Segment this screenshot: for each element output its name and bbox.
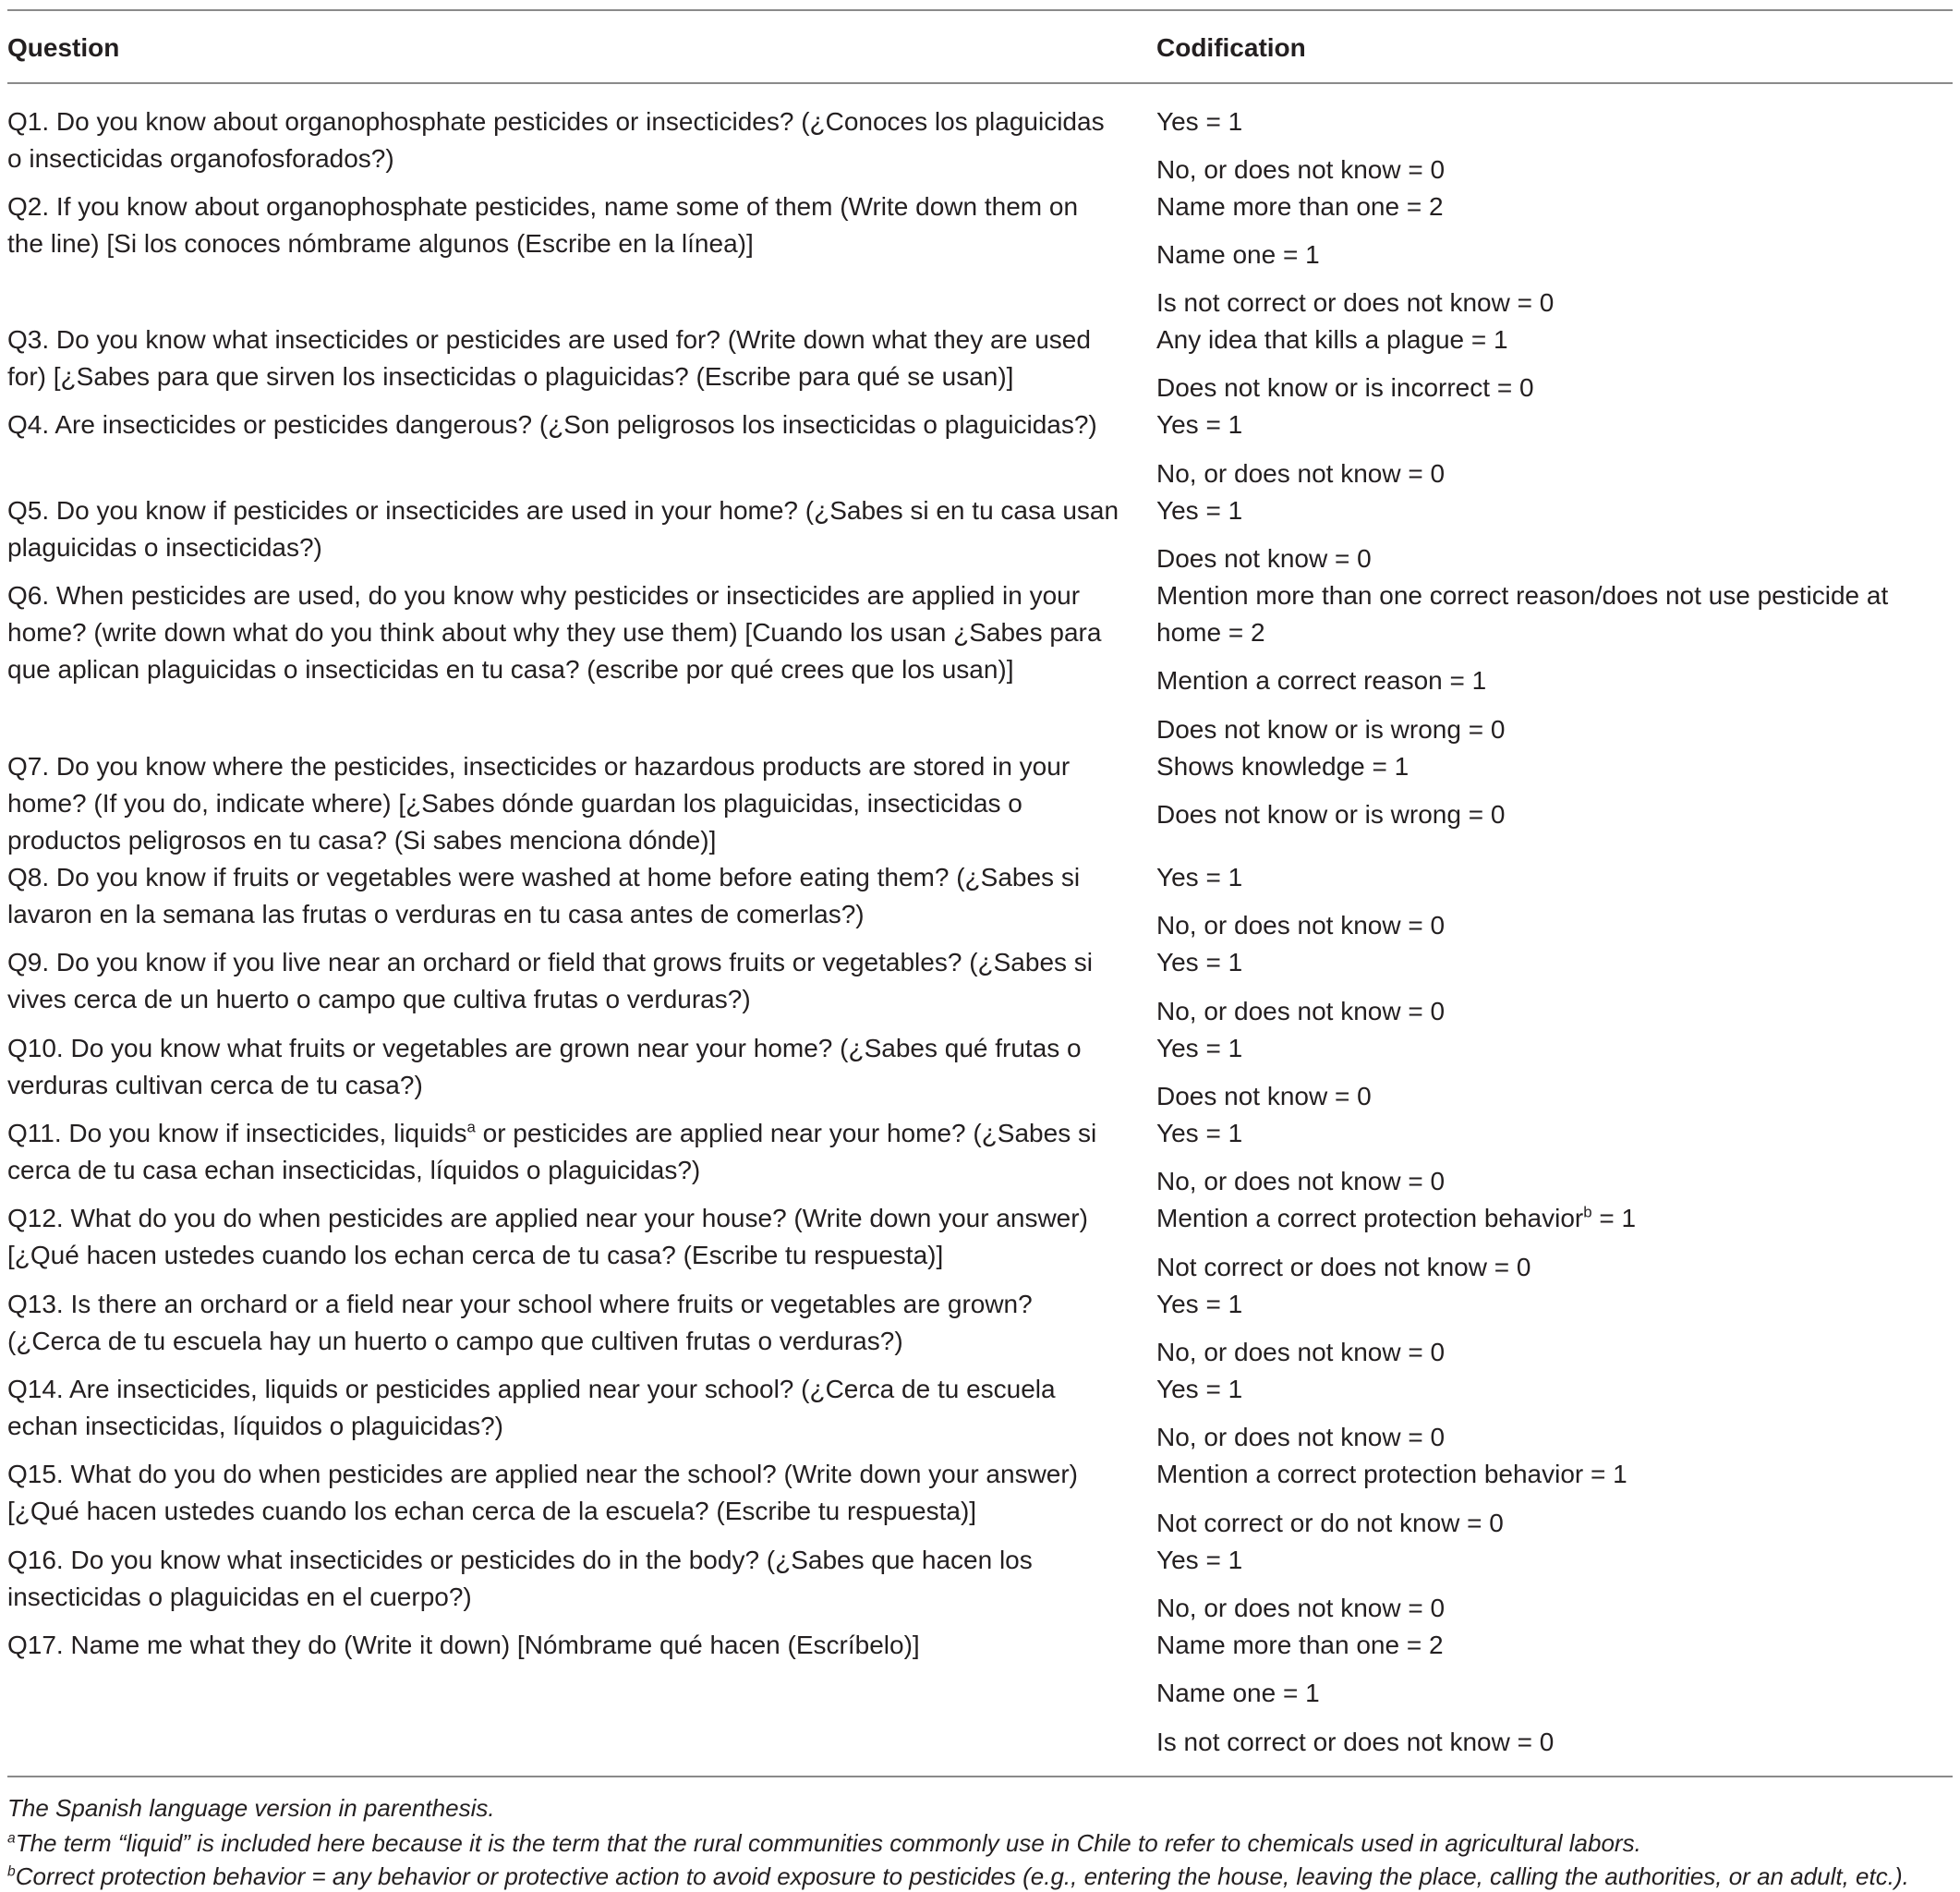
code-q2-none: Is not correct or does not know = 0 — [1156, 288, 1555, 317]
code-q14-yes: Yes = 1 — [1156, 1375, 1243, 1403]
question-q6: Q6. When pesticides are used, do you know why pesticides or insecticides are applied in your home? (write down what do you think about why they use them) [Cuando los usan ¿Sabes para que aplican plaguicidas o insecticidas en tu casa? (escribe por qué crees que los usan)] — [7, 581, 1102, 684]
question-q15: Q15. What do you do when pesticides are applied near the school? (Write down your answer) [¿Qué hacen ustedes cuando los echan cerca de la escuela? (Escribe tu respuesta)] — [7, 1460, 1079, 1525]
footnote-b-text: Correct protection behavior = any behavior or protective action to avoid exposure to pesticides (e.g., entering the house, leaving the place, calling the authorities, or an adult, etc.). — [15, 1862, 1909, 1890]
code-q7-knows: Shows knowledge = 1 — [1156, 752, 1410, 781]
code-q15-correct: Mention a correct protection behavior = 1 — [1156, 1460, 1627, 1488]
question-q11 — [7, 1115, 1143, 1189]
footnote-b-marker: b — [7, 1863, 16, 1880]
table-bottom-rule — [7, 1776, 1953, 1777]
question-q10: Q10. Do you know what fruits or vegetables are grown near your home? (¿Sabes qué frutas o verduras cultivan cerca de tu casa?) — [7, 1034, 1082, 1099]
code-q1-no: No, or does not know = 0 — [1156, 155, 1446, 184]
column-header-codification: Codification — [1156, 33, 1306, 62]
code-q4-no: No, or does not know = 0 — [1156, 459, 1446, 488]
code-q17-one: Name one = 1 — [1156, 1679, 1320, 1707]
question-q11-text-cont: or pesticides are applied near your home? (¿Sabes si cerca de tu casa echan insecticidas, líquidos o plaguicidas?) — [7, 1119, 1097, 1184]
question-q3: Q3. Do you know what insecticides or pesticides are used for? (Write down what they are used for) [¿Sabes para que sirven los insecticidas o plaguicidas? (Escribe para qué se usan)] — [7, 325, 1091, 391]
code-q16-yes: Yes = 1 — [1156, 1546, 1243, 1574]
question-q14: Q14. Are insecticides, liquids or pesticides applied near your school? (¿Cerca de tu escuela echan insecticidas, líquidos o plaguicidas?) — [7, 1375, 1056, 1440]
question-q2: Q2. If you know about organophosphate pesticides, name some of them (Write down them on the line) [Si los conoces nómbrame algunos (Escribe en la línea)] — [7, 192, 1079, 258]
code-q13-no: No, or does not know = 0 — [1156, 1338, 1446, 1366]
footnote-marker-b: b — [1583, 1203, 1592, 1221]
code-q3-idea: Any idea that kills a plague = 1 — [1156, 325, 1508, 354]
code-q14-no: No, or does not know = 0 — [1156, 1423, 1446, 1451]
footnote-spanish-version: The Spanish language version in parenthesis. — [7, 1794, 495, 1822]
code-q12-correct-text: Mention a correct protection behavior — [1156, 1204, 1584, 1232]
question-q8: Q8. Do you know if fruits or vegetables were washed at home before eating them? (¿Sabes si lavaron en la semana las frutas o verduras en tu casa antes de comerlas?) — [7, 863, 1081, 928]
code-q1-yes: Yes = 1 — [1156, 107, 1243, 136]
code-q12-correct — [1156, 1200, 1951, 1237]
question-q4: Q4. Are insecticides or pesticides dangerous? (¿Son peligrosos los insecticidas o plaguicidas?) — [7, 410, 1097, 439]
footnote-marker-a: a — [466, 1118, 476, 1136]
code-q2-more: Name more than one = 2 — [1156, 192, 1444, 221]
question-q9: Q9. Do you know if you live near an orchard or field that grows fruits or vegetables? (¿Sabes si vives cerca de un huerto o campo que cultiva frutas o verduras?) — [7, 948, 1094, 1013]
code-q5-yes: Yes = 1 — [1156, 496, 1243, 525]
question-q7: Q7. Do you know where the pesticides, insecticides or hazardous products are stored in your home? (If you do, indicate where) [¿Sabes dónde guardan los plaguicidas, insecticidas o productos peligrosos en tu casa? (Si sabes menciona dónde)] — [7, 752, 1071, 855]
code-q12-notcorrect: Not correct or does not know = 0 — [1156, 1253, 1531, 1281]
question-q1: Q1. Do you know about organophosphate pesticides or insecticides? (¿Conoces los plaguicidas o insecticidas organofosforados?) — [7, 107, 1105, 173]
question-q5: Q5. Do you know if pesticides or insecticides are used in your home? (¿Sabes si en tu casa usan plaguicidas o insecticidas?) — [7, 496, 1119, 562]
code-q15-notcorrect: Not correct or do not know = 0 — [1156, 1509, 1504, 1537]
code-q8-yes: Yes = 1 — [1156, 863, 1243, 891]
code-q6-more: Mention more than one correct reason/does not use pesticide at home = 2 — [1156, 581, 1889, 647]
code-q6-wrong: Does not know or is wrong = 0 — [1156, 715, 1506, 744]
table-header-rule — [7, 82, 1953, 84]
code-q11-yes: Yes = 1 — [1156, 1119, 1243, 1147]
code-q9-no: No, or does not know = 0 — [1156, 997, 1446, 1025]
question-q16: Q16. Do you know what insecticides or pesticides do in the body? (¿Sabes que hacen los insecticidas o plaguicidas en el cuerpo?) — [7, 1546, 1033, 1611]
code-q13-yes: Yes = 1 — [1156, 1290, 1243, 1318]
code-q17-more: Name more than one = 2 — [1156, 1631, 1444, 1659]
code-q4-yes: Yes = 1 — [1156, 410, 1243, 439]
footnote-a-text: The term “liquid” is included here because it is the term that the rural communities commonly use in Chile to refer to chemicals used in agricultural labors. — [15, 1829, 1641, 1857]
code-q10-yes: Yes = 1 — [1156, 1034, 1243, 1062]
question-q13: Q13. Is there an orchard or a field near your school where fruits or vegetables are grown? (¿Cerca de tu escuela hay un huerto o campo que cultiven frutas o verduras?) — [7, 1290, 1033, 1355]
footnote-a-marker: a — [7, 1830, 16, 1847]
code-q16-no: No, or does not know = 0 — [1156, 1594, 1446, 1622]
question-q17: Q17. Name me what they do (Write it down) [Nómbrame qué hacen (Escríbelo)] — [7, 1631, 920, 1659]
code-q17-none: Is not correct or does not know = 0 — [1156, 1728, 1555, 1756]
code-q7-wrong: Does not know or is wrong = 0 — [1156, 800, 1506, 829]
code-q9-yes: Yes = 1 — [1156, 948, 1243, 976]
code-q3-incorrect: Does not know or is incorrect = 0 — [1156, 373, 1534, 402]
table-top-rule — [7, 9, 1953, 11]
code-q11-no: No, or does not know = 0 — [1156, 1167, 1446, 1195]
code-q5-dontknow: Does not know = 0 — [1156, 544, 1372, 573]
column-header-question: Question — [7, 33, 120, 62]
code-q6-one: Mention a correct reason = 1 — [1156, 666, 1487, 695]
code-q10-dontknow: Does not know = 0 — [1156, 1082, 1372, 1110]
question-q12: Q12. What do you do when pesticides are applied near your house? (Write down your answer) [¿Qué hacen ustedes cuando los echan cerca de tu casa? (Escribe tu respuesta)] — [7, 1204, 1088, 1269]
code-q2-one: Name one = 1 — [1156, 240, 1320, 269]
code-q8-no: No, or does not know = 0 — [1156, 911, 1446, 940]
footnote-a — [7, 1827, 1947, 1859]
footnote-b — [7, 1861, 1947, 1892]
question-q11-text: Q11. Do you know if insecticides, liquids — [7, 1119, 467, 1147]
code-q12-correct-value: = 1 — [1591, 1204, 1637, 1232]
